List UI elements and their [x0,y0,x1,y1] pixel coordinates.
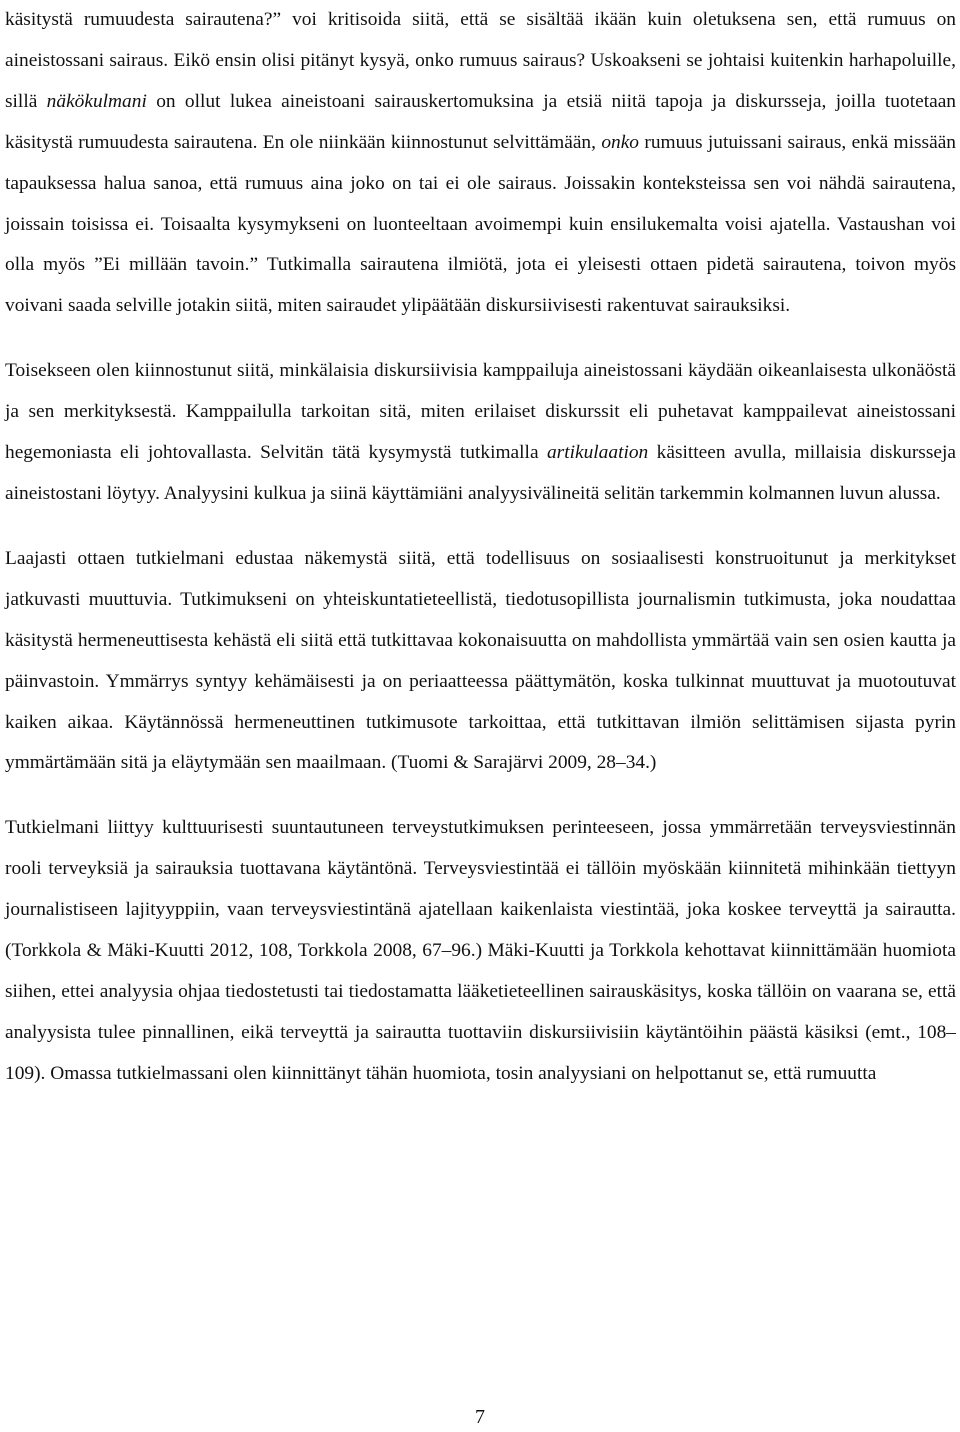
text-segment: käsitteen avulla, millaisia diskursseja aineistostani löytyy. Analyysini kulkua ja siinä käyttämiäni analyysivälineitä selitän tarkemmin kolmannen luvun alussa. [5,442,957,504]
text-segment: rumuus jutuissani sairaus, enkä missään tapauksessa halua sanoa, että rumuus aina joko on tai ei ole sairaus. Joissakin konteksteissa sen voi nähdä sairautena, joissain toisissa ei. Toisaalta kysymykseni on luonteeltaan avoimempi kuin ensilukemalta voisi ajatella. Vastaushan voi olla myös ”Ei millään tavoin.” Tutkimalla sairautena ilmiötä, jota ei yleisesti ottaen pidetä sairautena, toivon myös voivani saada selville jotakin siitä, miten sairaudet ylipäätään diskursiivisesti rakentuvat sairauksiksi. [5,131,956,317]
page-number: 7 [475,1406,485,1428]
text-segment: Laajasti ottaen tutkielmani edustaa näkemystä siitä, että todellisuus on sosiaalisesti konstruoitunut ja merkitykset jatkuvasti muuttuvia. Tutkimukseni on yhteiskuntatieteellistä, tiedotusopillista journalismin tutkimusta, joka noudattaa käsitystä hermeneuttisesta kehästä eli siitä että tutkittavaa kokonaisuutta on mahdollista ymmärtää vain sen osien kautta ja päinvastoin. Ymmärrys syntyy kehämäisesti ja on periaatteessa päättymätön, koska tulkinnat muuttuvat ja muotoutuvat kaiken aikaa. Käytännössä hermeneuttinen tutkimusote tarkoittaa, että tutkittavan ilmiön selittämisen sijasta pyrin ymmärtämään sitä ja eläytymään sen maailmaan. (Tuomi & Sarajärvi 2009, 28–34.) [5,547,956,774]
paragraph-3 [5,539,956,784]
text-segment: käsitystä rumuudesta sairautena?” voi kritisoida siitä, että se sisältää ikään kuin oletuksena sen, että rumuus on aineistossani sairaus. Eikö ensin olisi pitänyt kysyä, onko rumuus sairaus? Uskoakseni se johtaisi kuitenkin harhapoluille, sillä [5,9,956,112]
text-segment: Tutkielmani liittyy kulttuurisesti suuntautuneen terveystutkimuksen perinteeseen, jossa ymmärretään terveysviestinnän rooli terveyksiä ja sairauksia tuottavana käytäntönä. Terveysviestintää ei tällöin myöskään kiinnitetä mihinkään tiettyyn journalistiseen lajityyppiin, vaan terveysviestintänä ajatellaan kaikenlaista viestintää, joka koskee terveyttä ja sairautta. (Torkkola & Mäki-Kuutti 2012, 108, Torkkola 2008, 67–96.) Mäki-Kuutti ja Torkkola kehottavat kiinnittämään huomiota siihen, ettei analyysia ohjaa tiedostetusti tai tiedostamatta lääketieteellinen sairauskäsitys, koska tällöin on vaarana se, että analyysista tulee pinnallinen, eikä terveyttä ja sairautta tuottaviin diskursiivisiin käytäntöihin päästä käsiksi (emt., 108–109). Omassa tutkielmassani olen kiinnittänyt tähän huomiota, tosin analyysiani on helpottanut se, että rumuutta [5,817,956,1084]
italic-term: artikulaation [546,442,649,464]
body-text [5,0,956,1095]
paragraph-1 [5,0,956,327]
paragraph-2 [5,351,956,515]
italic-term: onko [601,131,640,153]
paragraph-4 [5,808,956,1094]
italic-term: näkökulmani [46,90,147,112]
text-segment: on ollut lukea aineistoani sairauskertomuksina ja etsiä niitä tapoja ja diskursseja, joilla tuotetaan käsitystä rumuudesta sairautena. En ole niinkään kiinnostunut selvittämään, [5,90,956,153]
text-segment: Toisekseen olen kiinnostunut siitä, minkälaisia diskursiivisia kamppailuja aineistossani käydään oikeanlaisesta ulkonäöstä ja sen merkityksestä. Kamppailulla tarkoitan sitä, miten erilaiset diskurssit eli puhetavat kamppailevat aineistossani hegemoniasta eli johtovallasta. Selvitän tätä kysymystä tutkimalla [5,360,956,464]
